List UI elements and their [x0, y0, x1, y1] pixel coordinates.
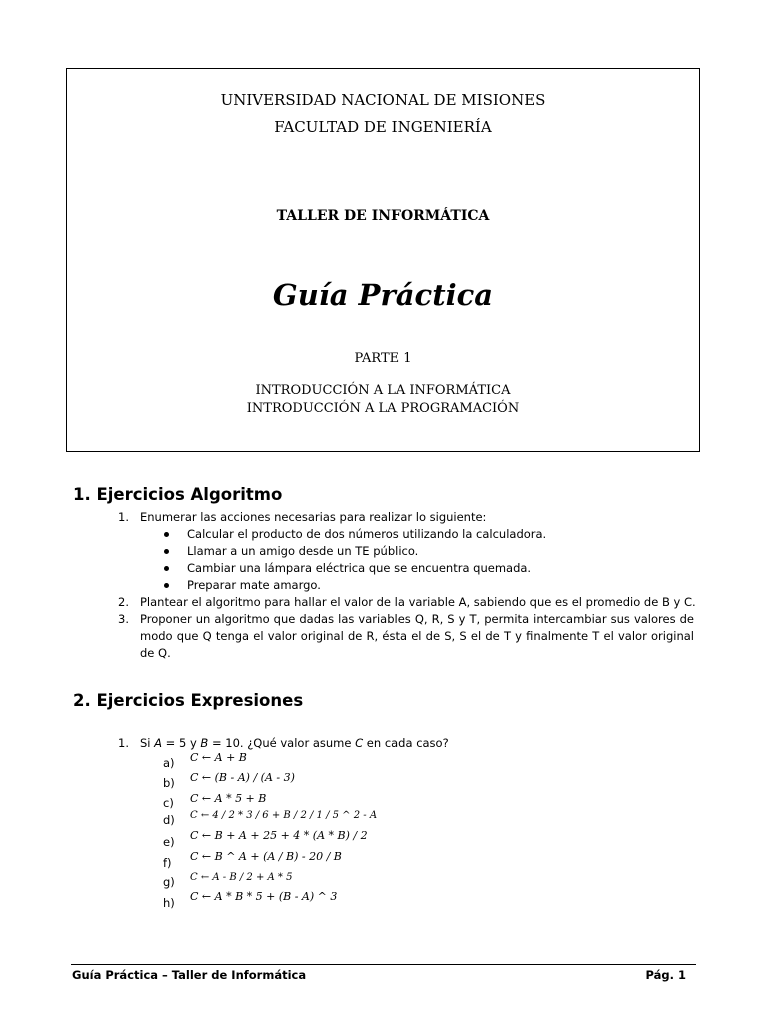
- course-name: TALLER DE INFORMÁTICA: [276, 208, 490, 224]
- item-number: 1.: [118, 736, 129, 750]
- item-text: Plantear el algoritmo para hallar el valor de la variable A, sabiendo que es el promedio de B y C.: [140, 595, 696, 609]
- part-label: PARTE 1: [354, 351, 412, 366]
- list-item: Cambiar una lámpara eléctrica que se encuentra quemada.: [187, 561, 532, 575]
- university-name: UNIVERSIDAD NACIONAL DE MISIONES: [220, 91, 546, 109]
- case-formula: C ← A * 5 + B: [190, 792, 267, 805]
- cover-box: [66, 68, 700, 452]
- document-title: Guía Práctica: [272, 278, 494, 312]
- topic-2: INTRODUCCIÓN A LA PROGRAMACIÓN: [246, 401, 520, 416]
- item-number: 3.: [118, 612, 129, 626]
- footer-title: Guía Práctica – Taller de Informática: [72, 968, 307, 982]
- case-label: g): [163, 875, 175, 889]
- faculty-name: FACULTAD DE INGENIERÍA: [274, 118, 492, 136]
- case-formula: C ← A + B: [190, 751, 247, 764]
- item-text: Enumerar las acciones necesarias para realizar lo siguiente:: [140, 510, 487, 524]
- topic-1: INTRODUCCIÓN A LA INFORMÁTICA: [255, 383, 511, 398]
- case-formula: C ← B ^ A + (A / B) - 20 / B: [190, 850, 342, 863]
- footer-divider: [71, 964, 696, 965]
- list-item: Calcular el producto de dos números utilizando la calculadora.: [187, 527, 547, 541]
- case-label: e): [163, 835, 175, 849]
- case-label: c): [163, 796, 174, 810]
- bullet-icon: [164, 583, 169, 588]
- case-label: h): [163, 896, 175, 910]
- item-number: 2.: [118, 595, 129, 609]
- bullet-icon: [164, 566, 169, 571]
- list-item: Llamar a un amigo desde un TE público.: [187, 544, 419, 558]
- item-text: Si A = 5 y B = 10. ¿Qué valor asume C en cada caso?: [140, 736, 449, 750]
- section-2-heading: 2. Ejercicios Expresiones: [73, 691, 304, 710]
- case-label: d): [163, 813, 175, 827]
- case-formula: C ← 4 / 2 * 3 / 6 + B / 2 / 1 / 5 ^ 2 - A: [190, 810, 378, 821]
- bullet-icon: [164, 532, 169, 537]
- case-formula: C ← A * B * 5 + (B - A) ^ 3: [190, 890, 338, 903]
- case-formula: C ← B + A + 25 + 4 * (A * B) / 2: [190, 829, 368, 842]
- item-number: 1.: [118, 510, 129, 524]
- item-text: Proponer un algoritmo que dadas las variables Q, R, S y T, permita intercambiar sus valores de modo que Q tenga el valor original de R, ésta el de S, S el de T y finalmente T el valor original de Q.: [140, 612, 694, 660]
- list-item: Preparar mate amargo.: [187, 578, 321, 592]
- case-formula: C ← A - B / 2 + A * 5: [190, 872, 293, 883]
- case-label: a): [163, 756, 175, 770]
- bullet-icon: [164, 549, 169, 554]
- case-label: f): [163, 856, 172, 870]
- section-1-heading: 1. Ejercicios Algoritmo: [73, 485, 283, 504]
- page-number: Pág. 1: [645, 968, 686, 982]
- case-formula: C ← (B - A) / (A - 3): [190, 771, 295, 784]
- case-label: b): [163, 776, 175, 790]
